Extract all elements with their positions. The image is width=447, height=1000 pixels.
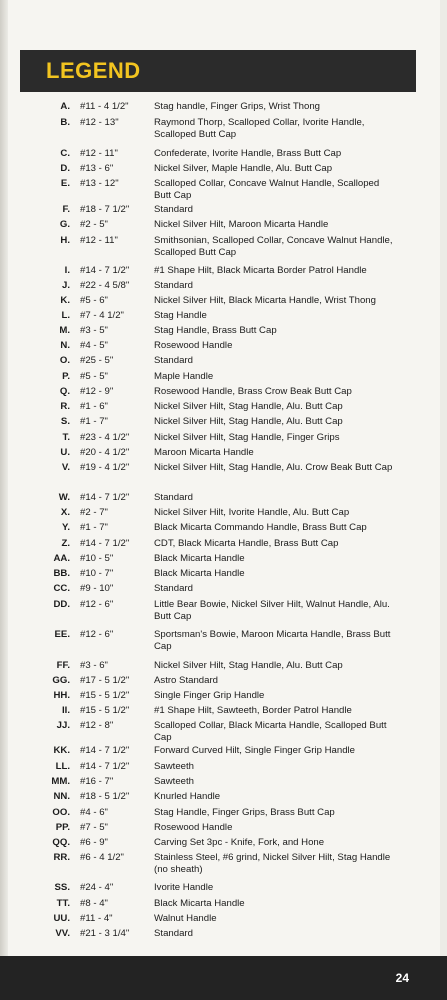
entry-model: #18 - 7 1/2"	[80, 204, 130, 215]
entry-description: #1 Shape Hilt, Sawteeth, Border Patrol Handle	[154, 705, 352, 716]
entry-model: #25 - 5"	[80, 355, 114, 366]
entry-letter: D.	[60, 163, 70, 174]
entry-model: #9 - 10"	[80, 583, 114, 594]
entry-letter: JJ.	[56, 720, 70, 731]
entry-letter: SS.	[54, 882, 70, 893]
entry-description: Smithsonian, Scalloped Collar, Concave Walnut Handle, Scalloped Butt Cap	[154, 235, 393, 258]
entry-letter: AA.	[53, 553, 70, 564]
entry-model: #20 - 4 1/2"	[80, 447, 130, 458]
entry-model: #14 - 7 1/2"	[80, 761, 130, 772]
entry-model: #14 - 7 1/2"	[80, 538, 130, 549]
entry-model: #1 - 7"	[80, 416, 108, 427]
entry-description: Walnut Handle	[154, 913, 217, 924]
entry-description: Carving Set 3pc - Knife, Fork, and Hone	[154, 837, 325, 848]
entry-model: #15 - 5 1/2"	[80, 690, 130, 701]
entry-model: #14 - 7 1/2"	[80, 492, 130, 503]
entry-letter: KK.	[53, 745, 70, 756]
entry-model: #7 - 5"	[80, 822, 108, 833]
entry-model: #6 - 9"	[80, 837, 108, 848]
entry-model: #5 - 5"	[80, 371, 108, 382]
entry-description: Scalloped Collar, Concave Walnut Handle, Scalloped Butt Cap	[154, 178, 380, 201]
entry-model: #14 - 7 1/2"	[80, 265, 130, 276]
entry-description: Rosewood Handle, Brass Crow Beak Butt Cap	[154, 386, 352, 397]
entry-description: Standard	[154, 280, 193, 291]
entry-model: #22 - 4 5/8"	[80, 280, 130, 291]
entry-letter: Z.	[61, 538, 70, 549]
entry-description: Black Micarta Handle	[154, 553, 245, 564]
entry-letter: FF.	[56, 660, 70, 671]
entry-model: #10 - 7"	[80, 568, 114, 579]
entry-model: #11 - 4 1/2"	[80, 101, 129, 112]
entry-model: #17 - 5 1/2"	[80, 675, 130, 686]
entry-letter: DD.	[53, 599, 70, 610]
entry-model: #8 - 4"	[80, 898, 108, 909]
entry-letter: PP.	[55, 822, 70, 833]
entry-letter: M.	[59, 325, 70, 336]
entry-model: #16 - 7"	[80, 776, 114, 787]
entry-description: Sportsman's Bowie, Maroon Micarta Handle, Brass Butt Cap	[154, 629, 391, 652]
entry-description: Rosewood Handle	[154, 340, 233, 351]
page-number: 24	[395, 971, 409, 985]
entry-model: #23 - 4 1/2"	[80, 432, 130, 443]
entry-description: Single Finger Grip Handle	[154, 690, 265, 701]
entry-letter: EE.	[54, 629, 70, 640]
entry-letter: V.	[61, 462, 70, 473]
legend-list	[8, 0, 440, 1000]
entry-letter: W.	[58, 492, 70, 503]
entry-model: #7 - 4 1/2"	[80, 310, 124, 321]
entry-model: #12 - 8"	[80, 720, 114, 731]
entry-model: #3 - 6"	[80, 660, 108, 671]
entry-letter: MM.	[51, 776, 70, 787]
entry-description: Ivorite Handle	[154, 882, 214, 893]
entry-letter: II.	[62, 705, 70, 716]
entry-model: #4 - 6"	[80, 807, 108, 818]
entry-model: #12 - 6"	[80, 599, 114, 610]
entry-model: #5 - 6"	[80, 295, 108, 306]
entry-description: Sawteeth	[154, 761, 195, 772]
entry-model: #11 - 4"	[80, 913, 113, 924]
entry-model: #12 - 6"	[80, 629, 114, 640]
entry-model: #21 - 3 1/4"	[80, 928, 130, 939]
entry-letter: E.	[60, 178, 70, 189]
page-edge-shadow	[0, 0, 8, 1000]
entry-description: Nickel Silver Hilt, Stag Handle, Alu. Crow Beak Butt Cap	[154, 462, 393, 473]
entry-letter: J.	[61, 280, 70, 291]
entry-letter: U.	[60, 447, 70, 458]
entry-description: Stainless Steel, #6 grind, Nickel Silver Hilt, Stag Handle (no sheath)	[154, 852, 391, 875]
entry-description: Standard	[154, 204, 193, 215]
entry-letter: F.	[62, 204, 70, 215]
entry-description: Maroon Micarta Handle	[154, 447, 254, 458]
entry-letter: Q.	[59, 386, 70, 397]
entry-model: #3 - 5"	[80, 325, 108, 336]
entry-model: #1 - 6"	[80, 401, 108, 412]
entry-description: Nickel Silver, Maple Handle, Alu. Butt Cap	[154, 163, 333, 174]
entry-letter: A.	[60, 101, 70, 112]
entry-description: Nickel Silver Hilt, Stag Handle, Finger Grips	[154, 432, 340, 443]
entry-letter: N.	[60, 340, 70, 351]
entry-description: Standard	[154, 583, 193, 594]
entry-letter: RR.	[53, 852, 70, 863]
entry-model: #1 - 7"	[80, 522, 108, 533]
entry-letter: H.	[60, 235, 70, 246]
entry-description: Black Micarta Handle	[154, 898, 245, 909]
entry-letter: S.	[60, 416, 70, 427]
entry-description: Stag Handle, Finger Grips, Brass Butt Cap	[154, 807, 335, 818]
entry-description: Astro Standard	[154, 675, 218, 686]
entry-letter: QQ.	[52, 837, 70, 848]
entry-description: Confederate, Ivorite Handle, Brass Butt Cap	[154, 148, 342, 159]
entry-letter: T.	[62, 432, 70, 443]
entry-letter: C.	[60, 148, 70, 159]
entry-description: CDT, Black Micarta Handle, Brass Butt Cap	[154, 538, 339, 549]
entry-model: #13 - 6"	[80, 163, 114, 174]
entry-description: Nickel Silver Hilt, Stag Handle, Alu. Butt Cap	[154, 660, 343, 671]
entry-letter: VV.	[55, 928, 70, 939]
entry-letter: BB.	[53, 568, 70, 579]
entry-description: Forward Curved Hilt, Single Finger Grip Handle	[154, 745, 356, 756]
entry-description: Scalloped Collar, Black Micarta Handle, Scalloped Butt Cap	[154, 720, 387, 743]
entry-letter: P.	[62, 371, 70, 382]
entry-description: Little Bear Bowie, Nickel Silver Hilt, Walnut Handle, Alu. Butt Cap	[154, 599, 390, 622]
entry-description: Stag Handle	[154, 310, 207, 321]
entry-description: Standard	[154, 928, 193, 939]
entry-model: #12 - 13"	[80, 117, 119, 128]
entry-letter: G.	[59, 219, 70, 230]
entry-letter: LL.	[55, 761, 70, 772]
entry-model: #15 - 5 1/2"	[80, 705, 130, 716]
legend-page	[8, 0, 440, 1000]
entry-letter: Y.	[61, 522, 70, 533]
entry-description: Standard	[154, 355, 193, 366]
entry-letter: CC.	[53, 583, 70, 594]
entry-letter: I.	[64, 265, 70, 276]
entry-model: #18 - 5 1/2"	[80, 791, 130, 802]
entry-letter: X.	[60, 507, 70, 518]
entry-model: #4 - 5"	[80, 340, 108, 351]
entry-description: Nickel Silver Hilt, Stag Handle, Alu. Butt Cap	[154, 401, 343, 412]
entry-model: #19 - 4 1/2"	[80, 462, 130, 473]
entry-letter: HH.	[53, 690, 70, 701]
entry-letter: GG.	[52, 675, 70, 686]
entry-description: Sawteeth	[154, 776, 195, 787]
entry-letter: K.	[60, 295, 70, 306]
entry-description: Black Micarta Handle	[154, 568, 245, 579]
entry-model: #12 - 11"	[80, 235, 118, 246]
entry-description: Stag Handle, Brass Butt Cap	[154, 325, 277, 336]
entry-letter: OO.	[52, 807, 70, 818]
footer-bar	[0, 956, 447, 1000]
entry-description: Knurled Handle	[154, 791, 221, 802]
entry-letter: O.	[59, 355, 70, 366]
page-title: LEGEND	[46, 58, 141, 83]
entry-description: Raymond Thorp, Scalloped Collar, Ivorite Handle, Scalloped Butt Cap	[154, 117, 365, 140]
entry-model: #24 - 4"	[80, 882, 114, 893]
entry-model: #12 - 9"	[80, 386, 114, 397]
entry-letter: R.	[60, 401, 70, 412]
entry-description: #1 Shape Hilt, Black Micarta Border Patrol Handle	[154, 265, 367, 276]
entry-letter: NN.	[53, 791, 70, 802]
entry-model: #12 - 11"	[80, 148, 118, 159]
entry-model: #14 - 7 1/2"	[80, 745, 130, 756]
entry-letter: TT.	[56, 898, 70, 909]
entry-model: #2 - 7"	[80, 507, 108, 518]
entry-model: #10 - 5"	[80, 553, 114, 564]
entry-description: Nickel Silver Hilt, Stag Handle, Alu. Butt Cap	[154, 416, 343, 427]
entry-letter: L.	[61, 310, 70, 321]
entry-model: #13 - 12"	[80, 178, 119, 189]
entry-description: Black Micarta Commando Handle, Brass Butt Cap	[154, 522, 367, 533]
entry-description: Nickel Silver Hilt, Maroon Micarta Handle	[154, 219, 329, 230]
entry-letter: UU.	[53, 913, 70, 924]
entry-model: #2 - 5"	[80, 219, 108, 230]
entry-description: Rosewood Handle	[154, 822, 233, 833]
entry-description: Nickel Silver Hilt, Black Micarta Handle, Wrist Thong	[154, 295, 376, 306]
entry-description: Nickel Silver Hilt, Ivorite Handle, Alu. Butt Cap	[154, 507, 350, 518]
entry-description: Stag handle, Finger Grips, Wrist Thong	[154, 101, 321, 112]
entry-letter: B.	[60, 117, 70, 128]
entry-description: Maple Handle	[154, 371, 214, 382]
entry-description: Standard	[154, 492, 193, 503]
entry-model: #6 - 4 1/2"	[80, 852, 124, 863]
